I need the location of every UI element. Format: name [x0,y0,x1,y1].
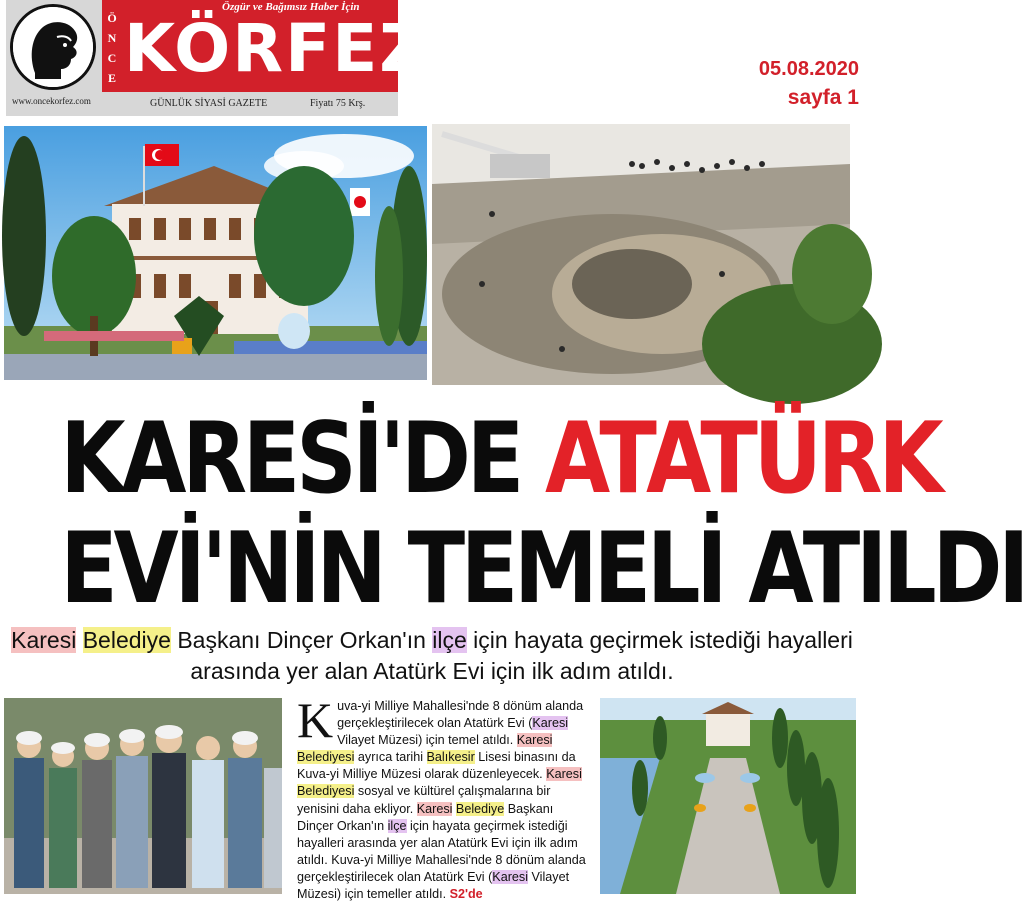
headline-line-2: EVİ'NİN TEMELİ ATILDI [60,512,1025,626]
ataturk-silhouette-icon [10,4,96,90]
museum-rendering-photo [4,126,427,380]
website-link[interactable]: www.oncekorfez.com [12,96,91,106]
headline-black-part: KARESİ'DE [60,402,546,516]
page-number: sayfa 1 [787,86,859,109]
excavation-aerial-photo [432,124,850,385]
masthead [6,0,430,116]
logo-banner [102,0,430,92]
lead-paragraph: Karesi Belediye Başkanı Dinçer Orkan'ın ilçe için hayata geçirmek istediği hayalleri arasında yer alan Atatürk Evi için ilk adım atıldı. [11,627,853,684]
ceremony-group-photo [4,698,282,894]
newspaper-title: KÖRFEZ [124,10,430,87]
article-body: Kuva-yi Milliye Mahallesi'nde 8 dönüm alanda gerçekleştirilecek olan Atatürk Evi (Karesi Vilayet Müzesi) için temel atıldı. Karesi Belediyesi ayrıca tarihi Balıkesir Lisesi binasını da Kuva-yi Milliye Müzesi olarak düzenleyecek. Karesi Belediyesi sosyal ve kültürel çalışmalarına bir yenisini daha ekliyor. Karesi Belediye Başkanı Dinçer Orkan'ın ilçe için hayata geçirmek istediği hayalleri arasında yer alan Atatürk Evi için ilk adım atıldı. Kuva-yi Milliye Mahallesi'nde 8 dönüm alanda gerçekleştirilecek olan Atatürk Evi (Karesi Vilayet Müzesi) için temeller atıldı. S2'de [297,692,586,902]
headline-red-part: ATATÜRK [545,402,940,516]
once-wordmark: Ö N C E [107,10,117,85]
price-label: Fiyatı 75 Krş. [310,98,366,109]
headline-line-1 [60,402,940,516]
issue-date: 05.08.2020 [758,58,859,80]
drop-cap: K [297,692,334,748]
park-rendering-photo [600,698,856,894]
tagline: Özgür ve Bağımsız Haber İçin [222,1,360,13]
continued-on-page-link[interactable]: S2'de [449,887,483,902]
newspaper-subtitle: GÜNLÜK SİYASİ GAZETE [150,98,268,109]
